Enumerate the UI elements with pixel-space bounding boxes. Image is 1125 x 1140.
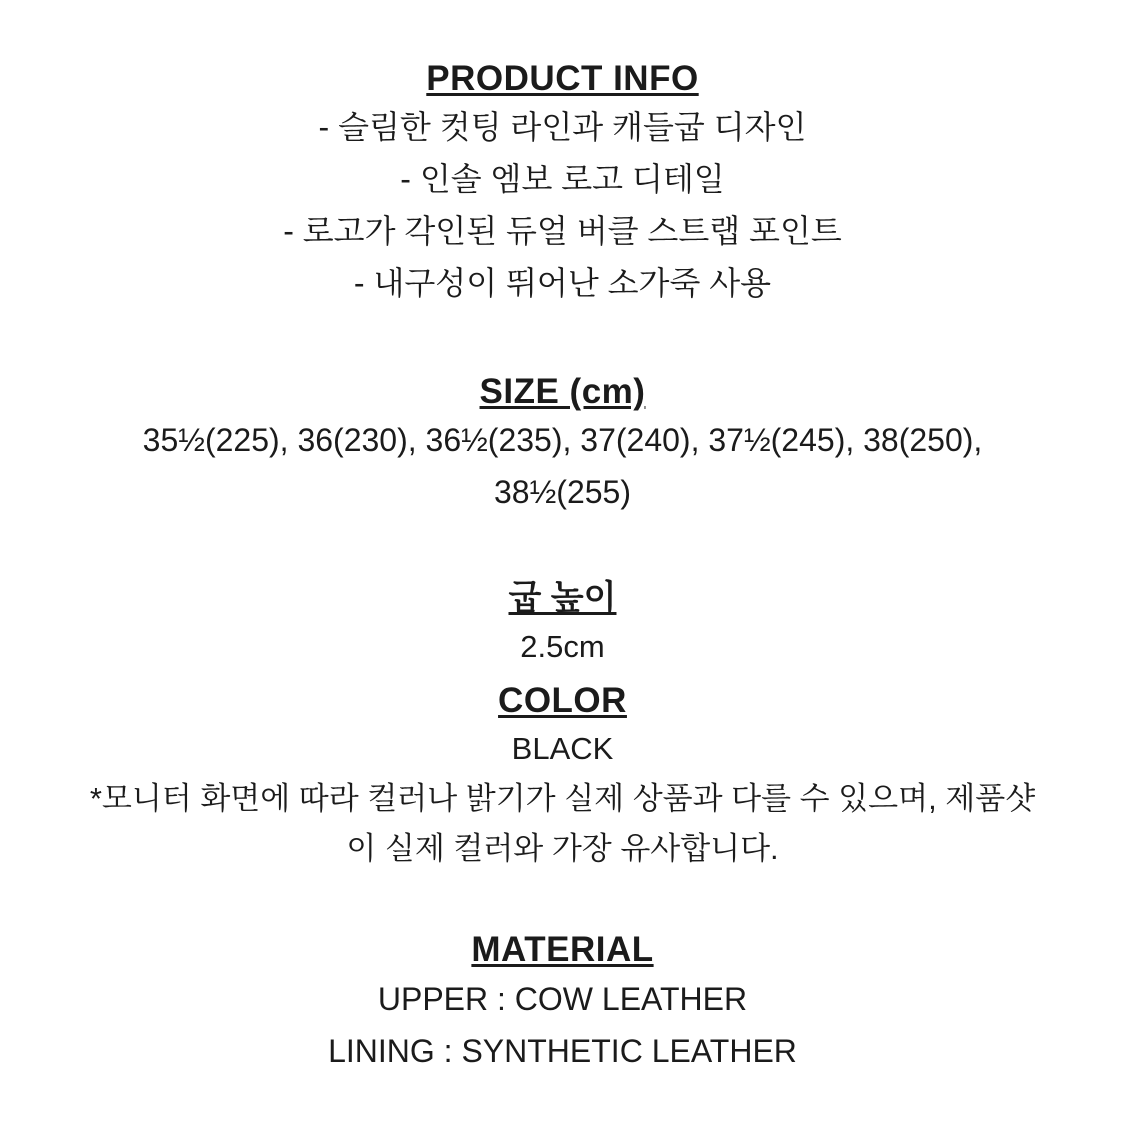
size-values-line-2: 38½(255) [494, 473, 631, 510]
color-disclaimer-line-2: 이 실제 컬러와 가장 유사합니다. [346, 831, 779, 867]
product-info-heading: PRODUCT INFO [426, 59, 699, 98]
color-section [30, 677, 1095, 875]
spacer [30, 310, 1095, 368]
heel-height-section [30, 576, 1095, 672]
product-info-bullet: - 인솔 엠보 로고 디테일 [400, 161, 725, 198]
product-info-bullet: - 슬림한 컷팅 라인과 캐들굽 디자인 [318, 109, 807, 146]
color-disclaimer-line-1: *모니터 화면에 따라 컬러나 밝기가 실제 상품과 다를 수 있으며, 제품샷 [89, 781, 1036, 817]
spacer [30, 518, 1095, 576]
material-lining: LINING : SYNTHETIC LEATHER [328, 1032, 797, 1069]
product-info-section [30, 55, 1095, 310]
heel-height-heading: 굽 높이 [508, 579, 617, 618]
material-upper: UPPER : COW LEATHER [377, 980, 748, 1017]
size-section [30, 368, 1095, 519]
color-value: BLACK [511, 730, 614, 766]
spacer [30, 874, 1095, 926]
product-info-bullet: - 내구성이 뛰어난 소가죽 사용 [353, 264, 772, 301]
product-info-bullet: - 로고가 각인된 듀얼 버클 스트랩 포인트 [283, 212, 842, 249]
heel-height-value: 2.5cm [520, 629, 605, 665]
color-heading: COLOR [498, 680, 627, 720]
material-heading: MATERIAL [471, 930, 654, 970]
size-values-line-1: 35½(225), 36(230), 36½(235), 37(240), 37½(245), 38(250), [142, 421, 983, 458]
material-section [30, 926, 1095, 1077]
size-heading: SIZE (cm) [479, 371, 646, 411]
